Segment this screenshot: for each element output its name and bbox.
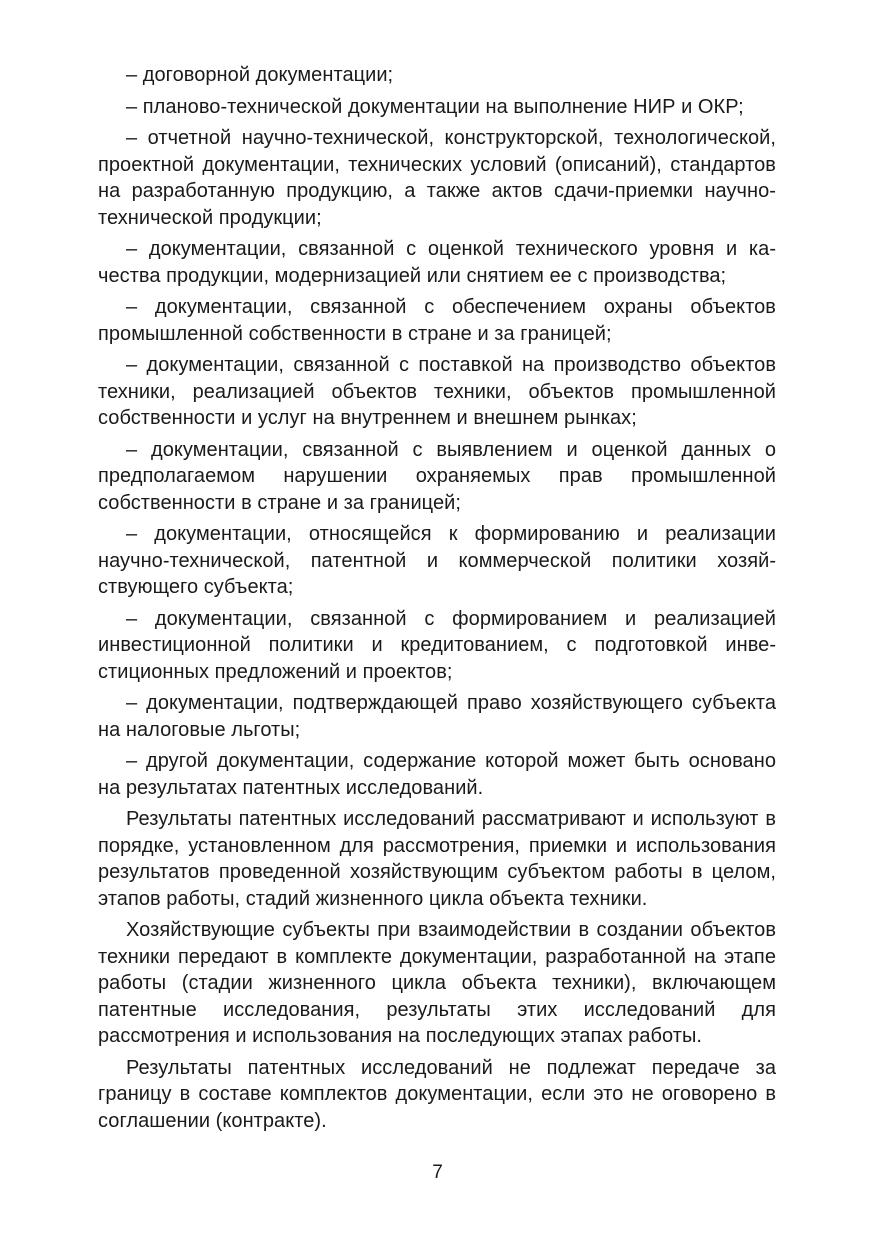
- paragraph-policy-docs: – документации, относящейся к формированию и реализации научно-технической, патентной и коммерческой политики хозяйствующего субъекта;: [98, 523, 776, 598]
- paragraph-other-docs: – другой документации, содержание которой может быть основано на результатах патентных исследований.: [98, 750, 776, 799]
- paragraph-abroad-restriction: Результаты патентных исследований не подлежат передаче за границу в составе комплектов документации, если это не оговорено в соглашении (контракте).: [98, 1056, 776, 1132]
- paragraph-investment-docs: – документации, связанной с формированием и реализацией инвестиционной политики и кредитованием, с подготовкой инвестиционных предложений и проектов;: [98, 607, 776, 683]
- paragraph-infringement-docs: – документации, связанной с выявлением и оценкой данных о предполагаемом нарушении охраняемых прав промышленной собственности в стране и за границей;: [98, 438, 776, 514]
- paragraph-planning-docs: – планово-технической документации на выполнение НИР и ОКР;: [126, 95, 744, 118]
- paragraph-contract-docs: – договорной документации;: [126, 64, 394, 86]
- paragraph-production-supply-docs: – документации, связанной с поставкой на производство объектов техники, реализацией объектов техники, объектов промышленной собственности и услуг на внутреннем и внешнем рынках;: [98, 354, 776, 429]
- paragraph-results-usage: Результаты патентных исследований рассматривают и используют в порядке, установленном для рассмотрения, приемки и использования результатов проведенной хозяйствующим субъектом работы в целом, этапов работы, стадий жизненного цикла объекта техники.: [98, 808, 776, 910]
- page-body: [98, 62, 776, 1139]
- paragraph-results-transfer: Хозяйствующие субъекты при взаимодействии в создании объектов техники передают в комплекте документации, разработанной на этапе работы (стадии жизненного цикла объекта техники), включающем патентные исследования, результаты этих исследований для рассмотрения и использования на последующих этапах работы.: [98, 919, 776, 1047]
- paragraph-ip-protection-docs: – документации, связанной с обеспечением охраны объектов промышленной собственности в стране и за границей;: [98, 296, 776, 345]
- paragraph-quality-docs: – документации, связанной с оценкой технического уровня и качества продукции, модернизацией или снятием ее с производства;: [98, 238, 776, 287]
- paragraph-reporting-docs: – отчетной научно-технической, конструкторской, технологической, проектной документации, технических условий (описаний), стандартов на разработанную продукцию, а также актов сдачи-приемки научно-технической продукции;: [98, 127, 776, 229]
- paragraph-tax-benefit-docs: – документации, подтверждающей право хозяйствующего субъекта на налоговые льготы;: [98, 692, 776, 741]
- page-number: 7: [432, 1162, 443, 1183]
